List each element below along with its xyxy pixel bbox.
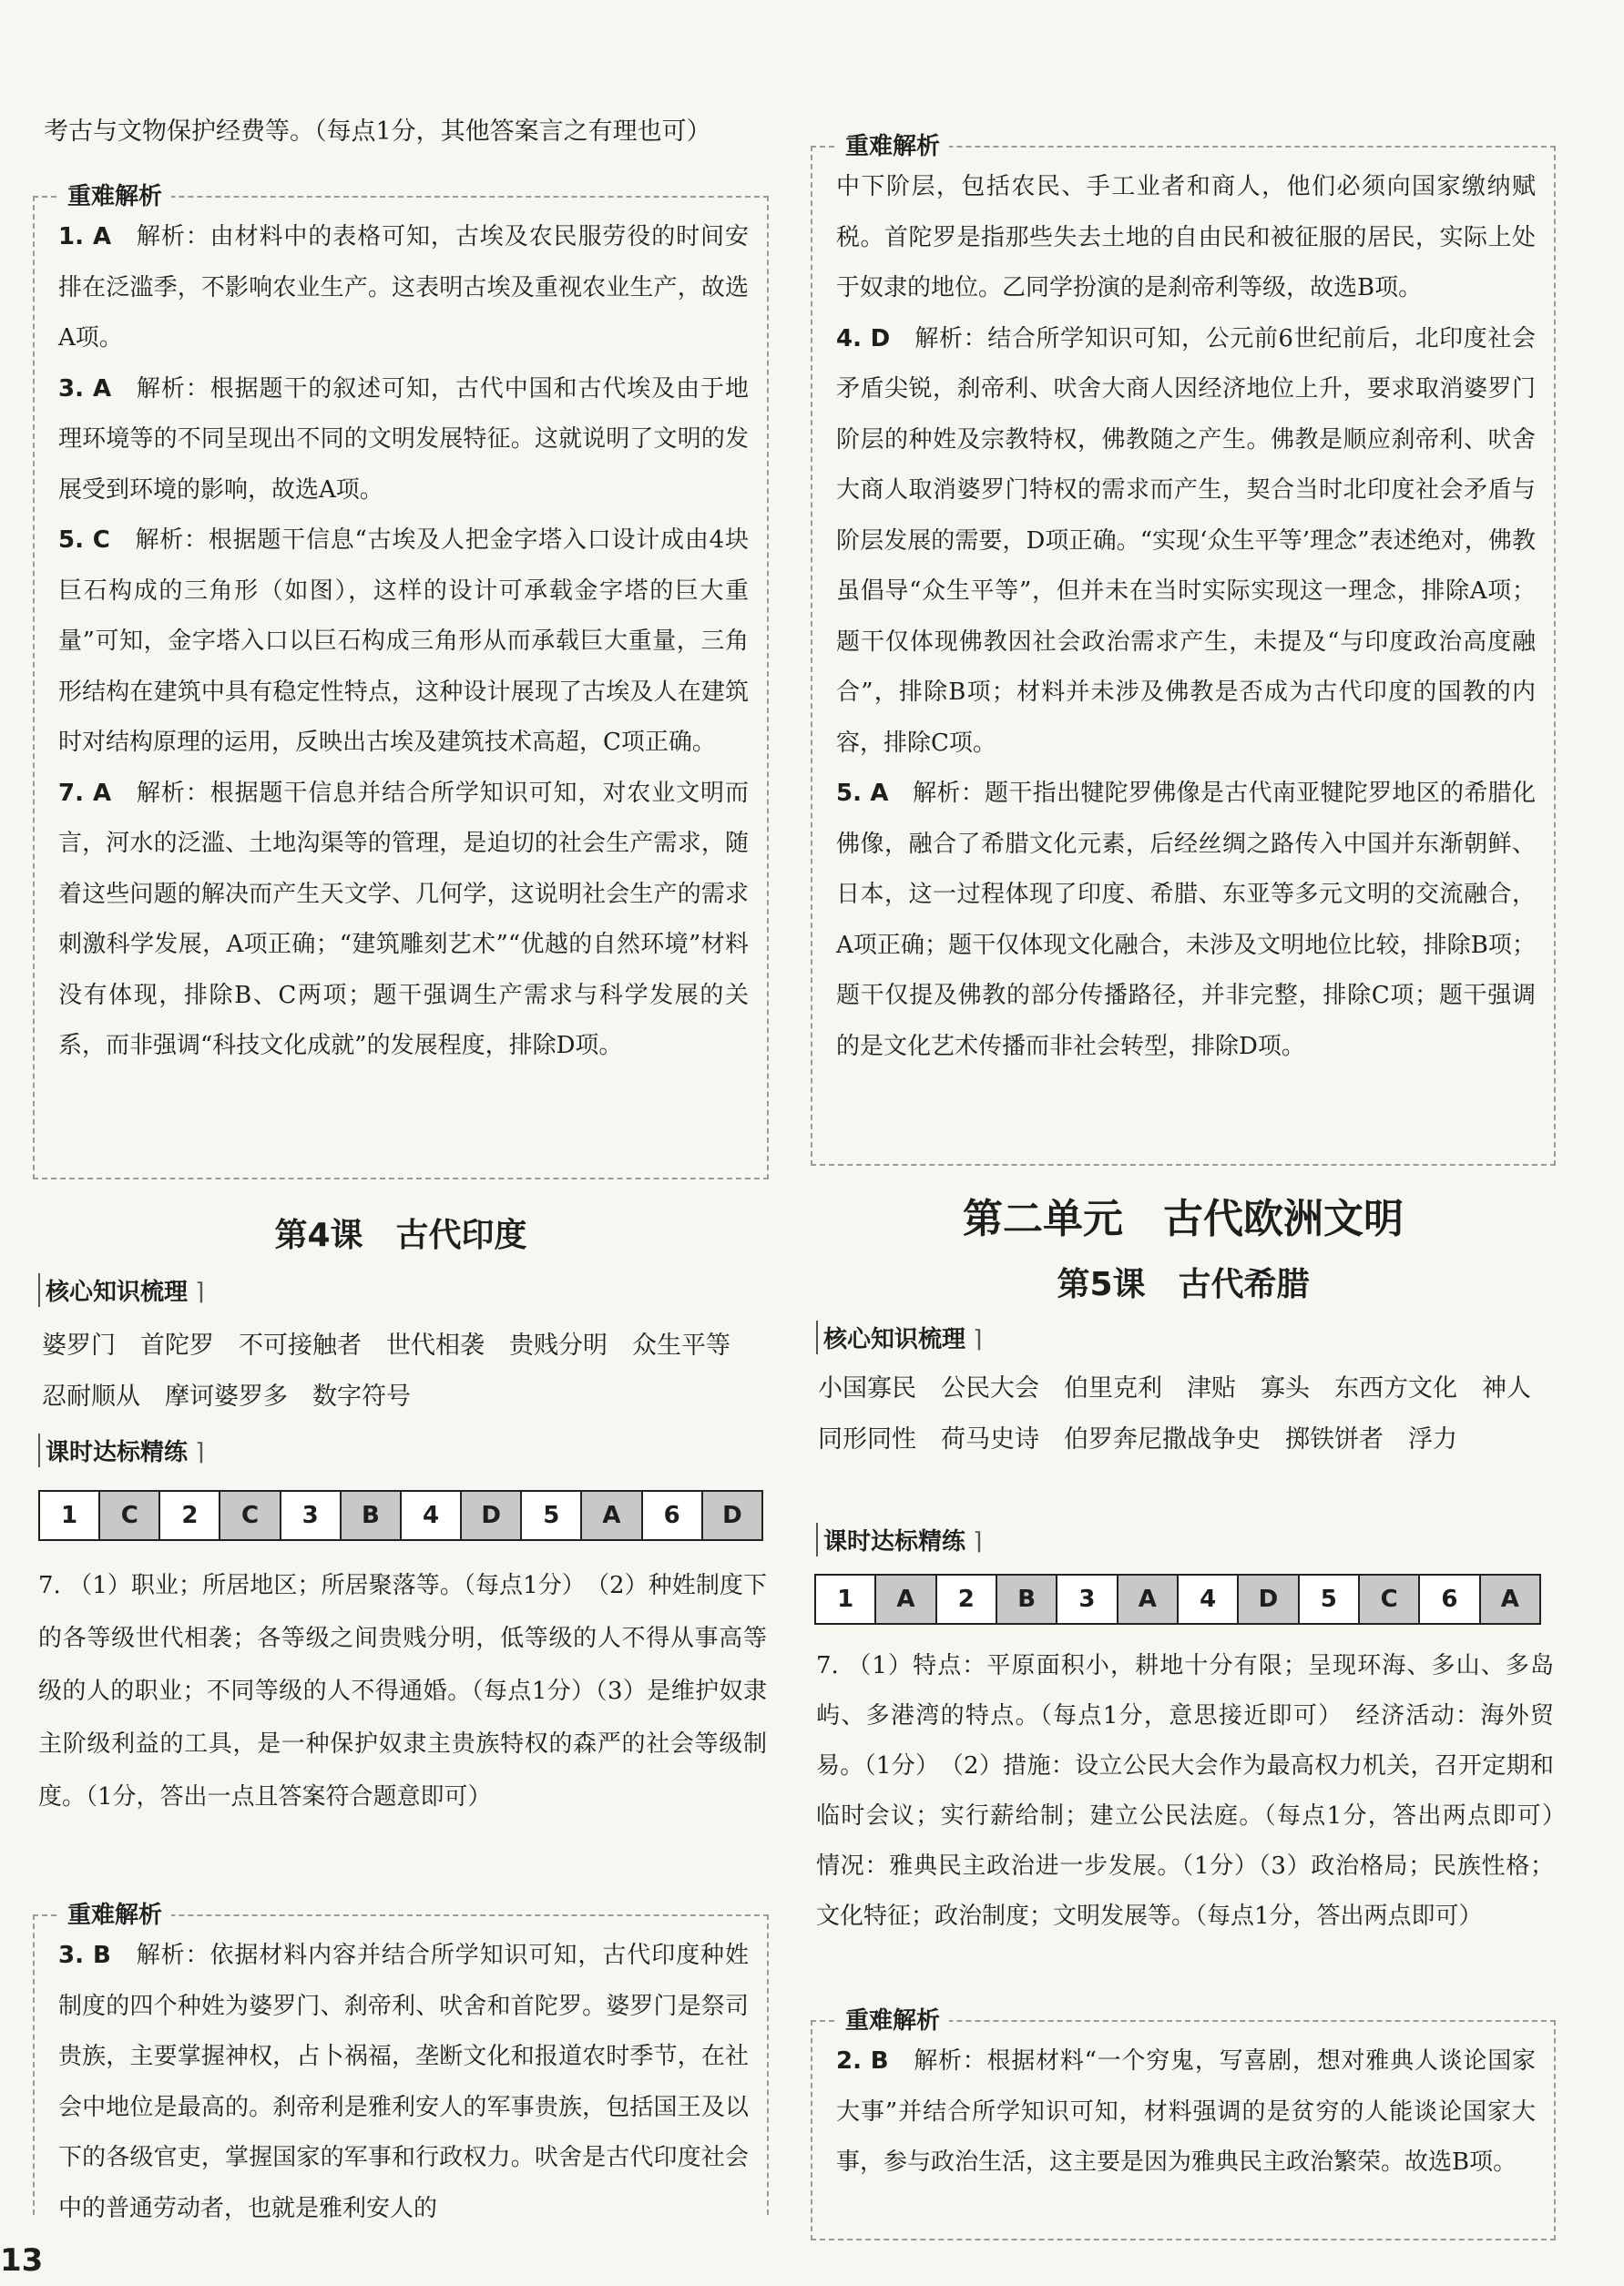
answer-number: 2 <box>159 1491 220 1540</box>
answer-number: 3 <box>281 1491 341 1540</box>
question-7-answer: 7. （1）特点：平原面积小，耕地十分有限；呈现环海、多山、多岛屿、多港湾的特点。（每点1分，意思接近即可） 经济活动：海外贸易。（1分） （2）措施：设立公民大会作为最高权力机关，召开定期和临时会议；实行薪给制；建立公民法庭。（每点1分，答出两点即可） 情况：雅典民主政治进一步发展。（1分）（3）政治格局；民族性格；文化特征；政治制度；文明发展等。（每点1分，答出两点即可） <box>816 1652 1578 1930</box>
answer-number: 1 <box>815 1575 875 1624</box>
analysis-item: 5. C 解析：根据题干信息“古埃及人把金字塔入口设计成由4块巨石构成的三角形（如图），这样的设计可承载金字塔的巨大重量”可知，金字塔入口以巨石构成三角形从而承载巨大重量，三角形结构在建筑中具有稳定性特点，这种设计展现了古埃及人在建筑时对结构原理的运用，反映出古埃及建筑技术高超，C项正确。 <box>58 526 749 756</box>
core-keywords: 婆罗门 首陀罗 不可接触者 世代相袭 贵贱分明 众生平等 忍耐顺从 摩诃婆罗多 数字符号 <box>42 1332 755 1411</box>
answer-choice: A <box>1118 1575 1178 1624</box>
analysis-box-continued <box>811 133 1556 1166</box>
analysis-item: 3. A 解析：根据题干的叙述可知，古代中国和古代埃及由于地理环境等的不同呈现出不同的文明发展特征。这就说明了文明的发展受到环境的影响，故选A项。 <box>58 374 749 504</box>
box-title: 重难解析 <box>58 1896 171 1930</box>
answer-choice: A <box>875 1575 935 1624</box>
answer-number: 4 <box>401 1491 461 1540</box>
unit-title: 第二单元 古代欧洲文明 <box>963 1196 1404 1242</box>
box-title: 重难解析 <box>836 2002 949 2036</box>
box-title: 重难解析 <box>58 178 171 211</box>
practice-label: 课时达标精练 ⌉ <box>38 1434 204 1467</box>
answer-number: 5 <box>1299 1575 1359 1624</box>
answer-choice: C <box>1359 1575 1419 1624</box>
analysis-item: 4. D 解析：结合所学知识可知，公元前6世纪前后，北印度社会矛盾尖锐，刹帝利、吠舍大商人因经济地位上升，要求取消婆罗门阶层的种姓及宗教特权，佛教随之产生。佛教是顺应刹帝利、吠舍大商人取消婆罗门特权的需求而产生，契合当时北印度社会矛盾与阶层发展的需要，D项正确。“实现‘众生平等’理念”表述绝对，佛教虽倡导“众生平等”，但并未在当时实际实现这一理念，排除A项；题干仅体现佛教因社会政治需求产生，未提及“与印度政治高度融合”，排除B项；材料并未涉及佛教是否成为古代印度的国教的内容，排除C项。 <box>836 324 1536 757</box>
answer-table <box>814 1574 1541 1625</box>
answer-number: 5 <box>521 1491 581 1540</box>
answer-number: 2 <box>936 1575 996 1624</box>
answer-choice: C <box>220 1491 280 1540</box>
answer-choice: D <box>461 1491 521 1540</box>
answer-number: 3 <box>1057 1575 1117 1624</box>
core-knowledge-label: 核心知识梳理 ⌉ <box>38 1273 204 1307</box>
analysis-item: 中下阶层，包括农民、手工业者和商人，他们必须向国家缴纳赋税。首陀罗是指那些失去土地的自由民和被征服的居民，实际上处于奴隶的地位。乙同学扮演的是刹帝利等级，故选B项。 <box>836 173 1536 301</box>
answer-number: 1 <box>39 1491 99 1540</box>
answer-choice: C <box>99 1491 159 1540</box>
answer-number: 6 <box>1419 1575 1479 1624</box>
analysis-item: 3. B 解析：依据材料内容并结合所学知识可知，古代印度种姓制度的四个种姓为婆罗门、刹帝利、吠舍和首陀罗。婆罗门是祭司贵族，主要掌握神权，占卜祸福，垄断文化和报道农时季节，在社会中地位是最高的。刹帝利是雅利安人的军事贵族，包括国王及以下的各级官吏，掌握国家的军事和行政权力。吠舍是古代印度社会中的普通劳动者，也就是雅利安人的 <box>58 1942 749 2222</box>
core-knowledge-label: 核心知识梳理 ⌉ <box>816 1321 982 1354</box>
answer-table <box>38 1490 763 1541</box>
core-keywords: 小国寡民 公民大会 伯里克利 津贴 寡头 东西方文化 神人同形同性 荷马史诗 伯罗奔尼撒战争史 掷铁饼者 浮力 <box>818 1374 1531 1454</box>
analysis-box-2 <box>811 2007 1556 2240</box>
analysis-box-2 <box>33 1902 769 2222</box>
answer-number: 4 <box>1178 1575 1238 1624</box>
analysis-item: 7. A 解析：根据题干信息并结合所学知识可知，对农业文明而言，河水的泛滥、土地沟渠等的管理，是迫切的社会生产需求，随着这些问题的解决而产生天文学、几何学，这说明社会生产的需求刺激科学发展，A项正确；“建筑雕刻艺术”“优越的自然环境”材料没有体现，排除B、C两项；题干强调生产需求与科学发展的关系，而非强调“科技文化成就”的发展程度，排除D项。 <box>58 779 749 1059</box>
carryover-text: 考古与文物保护经费等。（每点1分，其他答案言之有理也可） <box>44 117 711 146</box>
answer-choice: A <box>1480 1575 1540 1624</box>
answer-choice: B <box>341 1491 401 1540</box>
answer-choice: A <box>581 1491 641 1540</box>
analysis-item: 5. A 解析：题干指出犍陀罗佛像是古代南亚犍陀罗地区的希腊化佛像，融合了希腊文化元素，后经丝绸之路传入中国并东渐朝鲜、日本，这一过程体现了印度、希腊、东亚等多元文明的交流融合，A项正确；题干仅体现文化融合，未涉及文明地位比较，排除B项；题干仅提及佛教的部分传播路径，并非完整，排除C项；题干强调的是文化艺术传播而非社会转型，排除D项。 <box>836 780 1536 1060</box>
analysis-box-1 <box>33 183 769 1179</box>
lesson-title: 第5课 古代希腊 <box>1057 1266 1310 1303</box>
answer-choice: D <box>1238 1575 1298 1624</box>
page-number: 13 <box>0 2242 44 2279</box>
analysis-item: 1. A 解析：由材料中的表格可知，古埃及农民服劳役的时间安排在泛滥季，不影响农业生产。这表明古埃及重视农业生产，故选A项。 <box>58 223 749 352</box>
answer-choice: D <box>702 1491 762 1540</box>
answer-number: 6 <box>642 1491 702 1540</box>
answer-choice: B <box>996 1575 1057 1624</box>
analysis-items <box>58 212 749 1072</box>
lesson-title: 第4课 古代印度 <box>274 1217 527 1254</box>
box-title: 重难解析 <box>836 128 949 161</box>
analysis-item: 2. B 解析：根据材料“一个穷鬼，写喜剧，想对雅典人谈论国家大事”并结合所学知识可知，材料强调的是贫穷的人能谈论国家大事，参与政治生活，这主要是因为雅典民主政治繁荣。故选B项。 <box>836 2047 1536 2176</box>
practice-label: 课时达标精练 ⌉ <box>816 1523 982 1556</box>
question-7-answer: 7. （1）职业；所居地区；所居聚落等。（每点1分） （2）种姓制度下的各等级世代相袭；各等级之间贵贱分明，低等级的人不得从事高等级的人的职业；不同等级的人不得通婚。（每点1分）（3）是维护奴隶主阶级利益的工具，是一种保护奴隶主贵族特权的森严的社会等级制度。（1分，答出一点且答案符合题意即可） <box>38 1572 767 1811</box>
